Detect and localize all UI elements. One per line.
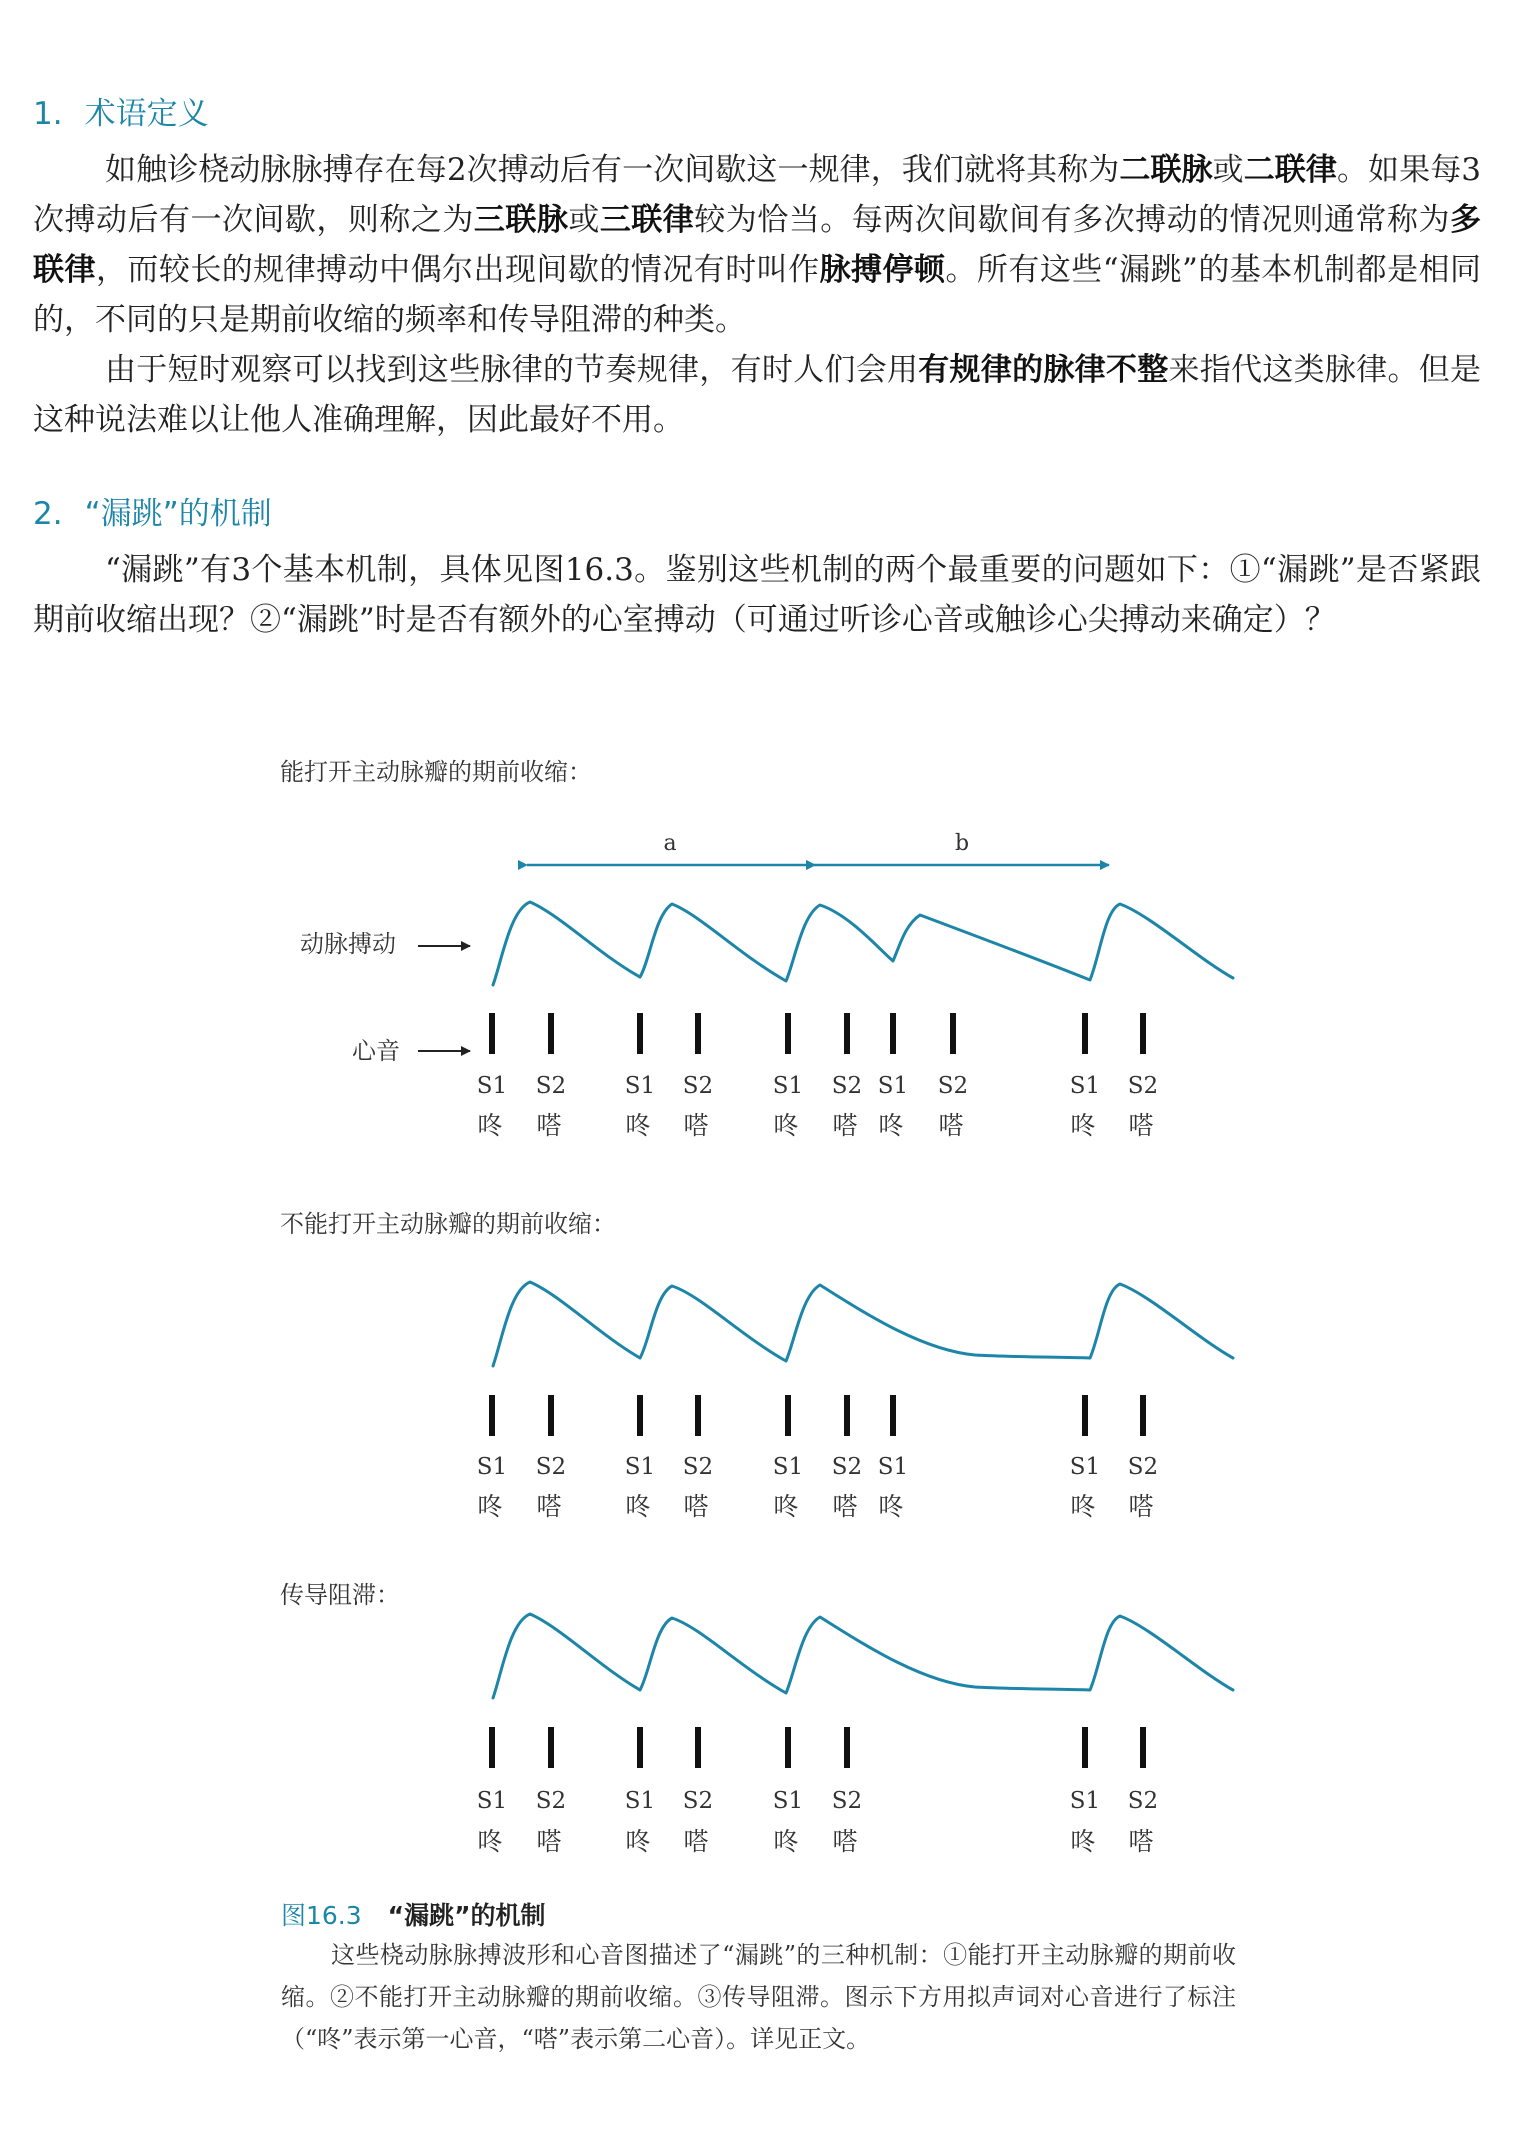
heart-sound-label: S2 — [1127, 1454, 1159, 1480]
text-run: “漏跳”有3个基本机制，具体见图16.3。鉴别这些机制的两个最重要的问题如下：①“漏跳”是否紧跟期前收缩出现？②“漏跳”时是否有额外的心室搏动（可通过听诊心音或触诊心尖搏动来确定）？ — [33, 552, 1481, 638]
section-2-number: 2. — [33, 496, 63, 532]
text-run: 由于短时观察可以找到这些脉律的节奏规律，有时人们会用 — [105, 352, 919, 388]
text-run: 如触诊桡动脉脉搏存在每2次搏动后有一次间歇这一规律，我们就将其称为 — [105, 152, 1120, 188]
heart-sound-label: S2 — [1127, 1073, 1159, 1099]
onomatopoeia-label: 嗒 — [1128, 1111, 1154, 1140]
figure-panel-1 — [280, 758, 1233, 1140]
onomatopoeia-label: 嗒 — [1128, 1492, 1154, 1521]
onomatopoeia-label: 嗒 — [536, 1827, 562, 1856]
onomatopoeia-label: 嗒 — [536, 1111, 562, 1140]
pulse-waveform — [493, 1282, 1233, 1366]
heart-sound-label: S1 — [624, 1788, 656, 1814]
text-run: 或 — [1212, 152, 1244, 188]
onomatopoeia-label: 咚 — [1070, 1111, 1096, 1140]
heart-sound-label: S2 — [1127, 1788, 1159, 1814]
sound-label: 心音 — [352, 1037, 400, 1065]
figure-caption: 这些桡动脉脉搏波形和心音图描述了“漏跳”的三种机制：①能打开主动脉瓣的期前收缩。②不能打开主动脉瓣的期前收缩。③传导阻滞。图示下方用拟声词对心音进行了标注（“咚”表示第一心音，“嗒”表示第二心音）。详见正文。 — [281, 1941, 1236, 2053]
text-run: 较为恰当。每两次间歇间有多次搏动的情况则通常称为 — [694, 202, 1451, 238]
heart-sound-label: S2 — [831, 1454, 863, 1480]
onomatopoeia-label: 咚 — [773, 1827, 799, 1856]
heart-sound-label: S1 — [877, 1454, 909, 1480]
heart-sound-label: S2 — [937, 1073, 969, 1099]
onomatopoeia-label: 咚 — [773, 1111, 799, 1140]
figure-panel-3 — [280, 1581, 1233, 1856]
text-run: 来指代这类脉律。但是这种说法难以让他人准确理解，因此最好不用。 — [33, 352, 1482, 438]
onomatopoeia-label: 咚 — [477, 1111, 503, 1140]
onomatopoeia-label: 嗒 — [832, 1492, 858, 1521]
panel-title: 不能打开主动脉瓣的期前收缩： — [280, 1210, 616, 1238]
text-run: ，而较长的规律搏动中偶尔出现间歇的情况有时叫作 — [95, 252, 820, 288]
heart-sound-label: S2 — [831, 1073, 863, 1099]
onomatopoeia-label: 咚 — [878, 1492, 904, 1521]
pulse-waveform — [493, 1614, 1233, 1698]
heart-sound-label: S1 — [772, 1073, 804, 1099]
onomatopoeia-label: 嗒 — [938, 1111, 964, 1140]
panel-title: 能打开主动脉瓣的期前收缩： — [280, 758, 592, 786]
onomatopoeia-label: 咚 — [878, 1111, 904, 1140]
heart-sound-label: S1 — [476, 1788, 508, 1814]
text-run: 。如果每3次搏动后有一次间歇，则称之为 — [33, 152, 1482, 238]
bold-term: 三联脉 — [473, 202, 569, 238]
onomatopoeia-label: 嗒 — [832, 1827, 858, 1856]
onomatopoeia-label: 咚 — [625, 1492, 651, 1521]
heart-sound-label: S1 — [772, 1788, 804, 1814]
heart-sound-label: S2 — [535, 1073, 567, 1099]
heart-sound-label: S2 — [682, 1073, 714, 1099]
pulse-label: 动脉搏动 — [300, 930, 396, 958]
heart-sound-label: S2 — [831, 1788, 863, 1814]
figure-number: 图16.3 — [281, 1901, 362, 1930]
section-2-title: “漏跳”的机制 — [84, 496, 272, 532]
interval-a-label: a — [663, 831, 677, 856]
panel-title: 传导阻滞： — [280, 1581, 400, 1609]
bold-term: 脉搏停顿 — [819, 252, 946, 288]
onomatopoeia-label: 咚 — [625, 1827, 651, 1856]
heart-sound-label: S1 — [1069, 1788, 1101, 1814]
heart-sound-label: S1 — [772, 1454, 804, 1480]
heart-sound-label: S1 — [1069, 1073, 1101, 1099]
onomatopoeia-label: 嗒 — [683, 1827, 709, 1856]
onomatopoeia-label: 咚 — [1070, 1827, 1096, 1856]
interval-b-label: b — [954, 831, 970, 856]
heart-sound-label: S1 — [476, 1073, 508, 1099]
bold-term: 三联律 — [599, 202, 695, 238]
bold-term: 有规律的脉律不整 — [918, 352, 1169, 388]
onomatopoeia-label: 嗒 — [683, 1492, 709, 1521]
heart-sound-label: S2 — [535, 1454, 567, 1480]
onomatopoeia-label: 咚 — [1070, 1492, 1096, 1521]
bold-term: 多联律 — [33, 202, 1482, 288]
section-1-number: 1. — [33, 96, 63, 132]
onomatopoeia-label: 咚 — [477, 1492, 503, 1521]
pulse-waveform — [493, 902, 1233, 985]
figure-title-text: “漏跳”的机制 — [387, 1901, 546, 1930]
heart-sound-label: S1 — [624, 1454, 656, 1480]
onomatopoeia-label: 嗒 — [536, 1492, 562, 1521]
onomatopoeia-label: 咚 — [625, 1111, 651, 1140]
heart-sound-label: S1 — [1069, 1454, 1101, 1480]
text-run: 。所有这些“漏跳”的基本机制都是相同的，不同的只是期前收缩的频率和传导阻滞的种类。 — [33, 252, 1482, 338]
figure-title — [281, 1896, 546, 1932]
heart-sound-label: S1 — [877, 1073, 909, 1099]
onomatopoeia-label: 咚 — [477, 1827, 503, 1856]
heart-sound-label: S2 — [682, 1454, 714, 1480]
heart-sound-label: S2 — [682, 1788, 714, 1814]
text-run: 或 — [568, 202, 600, 238]
figure-panel-2 — [280, 1210, 1233, 1521]
bold-term: 二联律 — [1243, 152, 1337, 188]
onomatopoeia-label: 咚 — [773, 1492, 799, 1521]
onomatopoeia-label: 嗒 — [683, 1111, 709, 1140]
onomatopoeia-label: 嗒 — [1128, 1827, 1154, 1856]
onomatopoeia-label: 嗒 — [832, 1111, 858, 1140]
section-1-title: 术语定义 — [84, 96, 209, 132]
heart-sound-label: S1 — [624, 1073, 656, 1099]
heart-sound-label: S1 — [476, 1454, 508, 1480]
bold-term: 二联脉 — [1119, 152, 1213, 188]
heart-sound-label: S2 — [535, 1788, 567, 1814]
